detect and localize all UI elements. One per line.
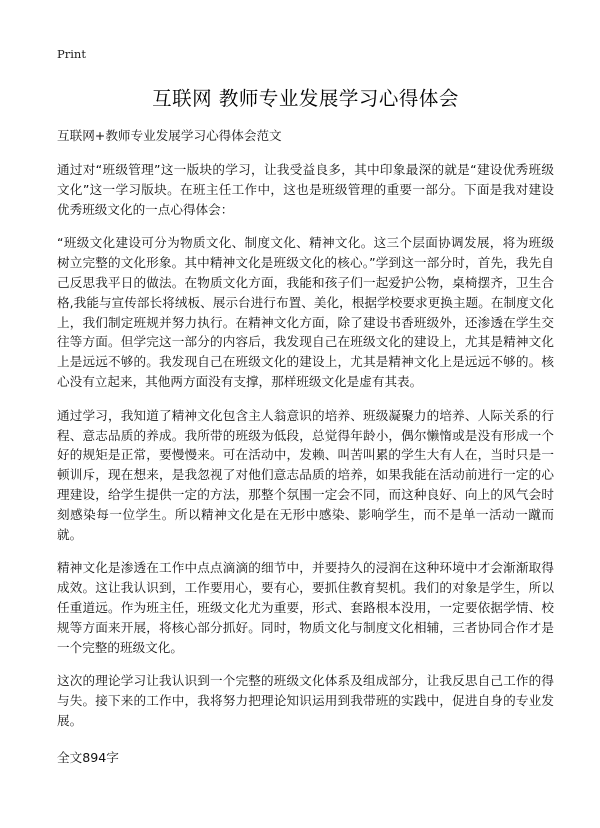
paragraph: 通过学习，我知道了精神文化包含主人翁意识的培养、班级凝聚力的培养、人际关系的行程、意志品质的养成。我所带的班级为低段，总觉得年龄小，偶尔懒惰或是没有形成一个好的规矩是正常，要慢慢来。可在活动中，发赖、叫苦叫累的学生大有人在，当时只是一顿训斥，现在想来，是我忽视了对他们意志品质的培养，如果我能在活动前进行一定的心理建设，给学生提供一定的方法，那整个氛围一定会不同，而这种良好、向上的风气会时刻感染每一位学生。所以精神文化是在无形中感染、影响学生，而不是单一活动一蹴而就。 (57, 407, 554, 542)
word-count: 全文894字 (57, 749, 119, 765)
paragraph: 通过对“班级管理”这一版块的学习，让我受益良多，其中印象最深的就是“建设优秀班级文化”这一学习版块。在班主任工作中，这也是班级管理的重要一部分。下面是我对建设优秀班级文化的一点心得体会： (57, 162, 554, 217)
paragraph: 精神文化是渗透在工作中点点滴滴的细节中，并要持久的浸润在这种环境中才会渐渐取得成效。这让我认识到，工作要用心，要有心，要抓住教育契机。我们的对象是学生，所以任重道远。作为班主任，班级文化尤为重要，形式、套路根本没用，一定要依据学情、校规等方面来开展，将核心部分抓好。同时，物质文化与制度文化相辅，三者协同合作才是一个完整的班级文化。 (57, 560, 554, 655)
paragraph: 这次的理论学习让我认识到一个完整的班级文化体系及组成部分，让我反思自己工作的得与失。接下来的工作中，我将努力把理论知识运用到我带班的实践中，促进自身的专业发展。 (57, 673, 554, 728)
paragraph: “班级文化建设可分为物质文化、制度文化、精神文化。这三个层面协调发展，将为班级树立完整的文化形象。其中精神文化是班级文化的核心。”学到这一部分时，首先，我先自己反思我平日的做法。在物质文化方面，我能和孩子们一起爱护公物，桌椅摆齐，卫生合格,我能与宣传部长将绒板、展示台进行布置、美化，根据学校要求更换主题。在制度文化上，我们制定班规并努力执行。在精神文化方面，除了建设书香班级外，还渗透在学生交往等方面。但学完这一部分的内容后，我发现自己在班级文化的建设上，尤其是精神文化上是远远不够的。我发现自己在班级文化的建设上，尤其是精神文化上是远远不够的。核心没有立起来，其他两方面没有支撑，那样班级文化是虚有其表。 (57, 235, 554, 389)
article-subtitle: 互联网+教师专业发展学习心得体会范文 (57, 128, 282, 143)
page-title: 互联网 教师专业发展学习心得体会 (152, 87, 459, 110)
print-link[interactable]: Print (57, 47, 86, 61)
